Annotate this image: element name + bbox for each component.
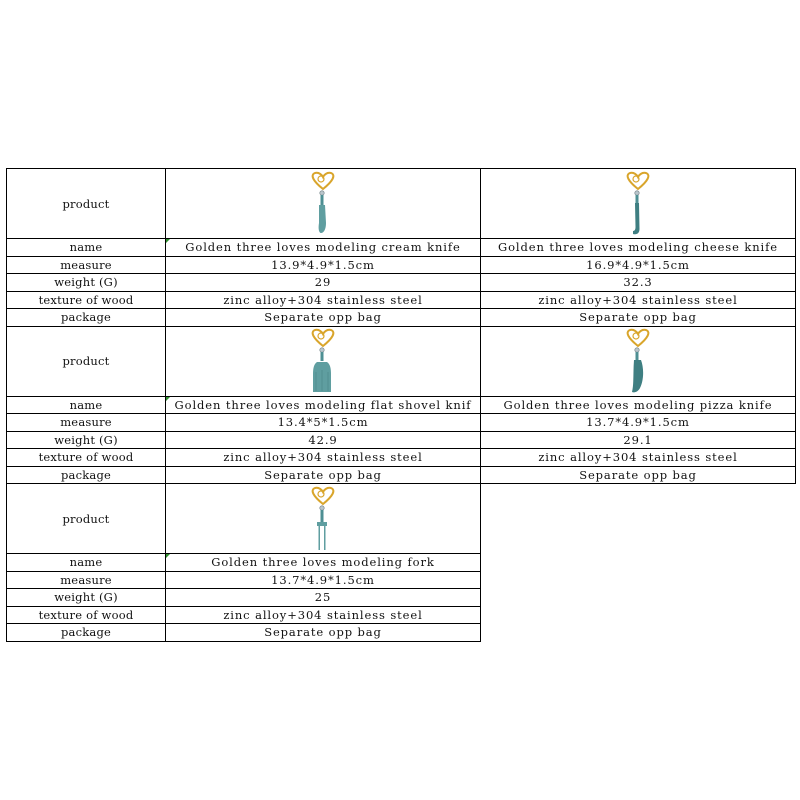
weight-label: weight (G)	[7, 589, 166, 607]
empty-cell	[481, 554, 796, 572]
name-label: name	[7, 554, 166, 572]
product-name-text: Golden three loves modeling cream knife	[185, 240, 461, 255]
product-image-cheese-knife	[481, 169, 796, 239]
product-measure: 13.7*4.9*1.5cm	[481, 414, 796, 432]
product-image-cream-knife	[166, 169, 481, 239]
product-texture: zinc alloy+304 stainless steel	[166, 606, 481, 624]
name-label: name	[7, 239, 166, 257]
table-row	[7, 169, 796, 239]
product-name: Golden three loves modeling pizza knife	[481, 396, 796, 414]
product-package: Separate opp bag	[481, 309, 796, 327]
product-measure: 13.9*4.9*1.5cm	[166, 256, 481, 274]
table-row	[7, 414, 796, 432]
table-row	[7, 449, 796, 467]
cream-knife-icon	[303, 171, 343, 237]
empty-cell	[481, 484, 796, 554]
table-row	[7, 606, 796, 624]
product-measure: 13.4*5*1.5cm	[166, 414, 481, 432]
product-weight: 29.1	[481, 431, 796, 449]
flat-shovel-knife-icon	[303, 328, 343, 394]
product-texture: zinc alloy+304 stainless steel	[481, 449, 796, 467]
empty-cell	[481, 624, 796, 642]
product-weight: 32.3	[481, 274, 796, 292]
table-row	[7, 274, 796, 292]
table-row	[7, 309, 796, 327]
cell-marker	[166, 397, 170, 401]
product-label: product	[7, 484, 166, 554]
product-name	[166, 396, 481, 414]
measure-label: measure	[7, 414, 166, 432]
product-weight: 42.9	[166, 431, 481, 449]
table-row	[7, 554, 796, 572]
cell-marker	[166, 239, 170, 243]
texture-label: texture of wood	[7, 291, 166, 309]
product-label: product	[7, 169, 166, 239]
product-label: product	[7, 326, 166, 396]
texture-label: texture of wood	[7, 606, 166, 624]
product-package: Separate opp bag	[166, 466, 481, 484]
cell-marker	[166, 554, 170, 558]
product-spec-table	[6, 168, 796, 642]
package-label: package	[7, 309, 166, 327]
product-texture: zinc alloy+304 stainless steel	[166, 449, 481, 467]
table-row	[7, 256, 796, 274]
table-row	[7, 431, 796, 449]
product-name	[166, 554, 481, 572]
product-image-pizza-knife	[481, 326, 796, 396]
table-row	[7, 571, 796, 589]
product-name-text: Golden three loves modeling fork	[211, 555, 435, 570]
product-weight: 25	[166, 589, 481, 607]
product-name-text: Golden three loves modeling flat shovel knif	[174, 397, 472, 412]
product-image-flat-shovel-knife	[166, 326, 481, 396]
product-package: Separate opp bag	[481, 466, 796, 484]
empty-cell	[481, 571, 796, 589]
product-weight: 29	[166, 274, 481, 292]
texture-label: texture of wood	[7, 449, 166, 467]
product-package: Separate opp bag	[166, 309, 481, 327]
package-label: package	[7, 624, 166, 642]
product-texture: zinc alloy+304 stainless steel	[166, 291, 481, 309]
package-label: package	[7, 466, 166, 484]
fork-icon	[303, 486, 343, 552]
table-row	[7, 396, 796, 414]
table-row	[7, 326, 796, 396]
product-texture: zinc alloy+304 stainless steel	[481, 291, 796, 309]
cheese-knife-icon	[618, 171, 658, 237]
weight-label: weight (G)	[7, 274, 166, 292]
empty-cell	[481, 589, 796, 607]
product-measure: 16.9*4.9*1.5cm	[481, 256, 796, 274]
product-package: Separate opp bag	[166, 624, 481, 642]
weight-label: weight (G)	[7, 431, 166, 449]
pizza-knife-icon	[618, 328, 658, 394]
product-name: Golden three loves modeling cheese knife	[481, 239, 796, 257]
table-row	[7, 466, 796, 484]
table-row	[7, 589, 796, 607]
table-row	[7, 484, 796, 554]
table-row	[7, 239, 796, 257]
product-image-fork	[166, 484, 481, 554]
product-name	[166, 239, 481, 257]
empty-cell	[481, 606, 796, 624]
measure-label: measure	[7, 571, 166, 589]
name-label: name	[7, 396, 166, 414]
table-row	[7, 291, 796, 309]
product-measure: 13.7*4.9*1.5cm	[166, 571, 481, 589]
measure-label: measure	[7, 256, 166, 274]
table-row	[7, 624, 796, 642]
